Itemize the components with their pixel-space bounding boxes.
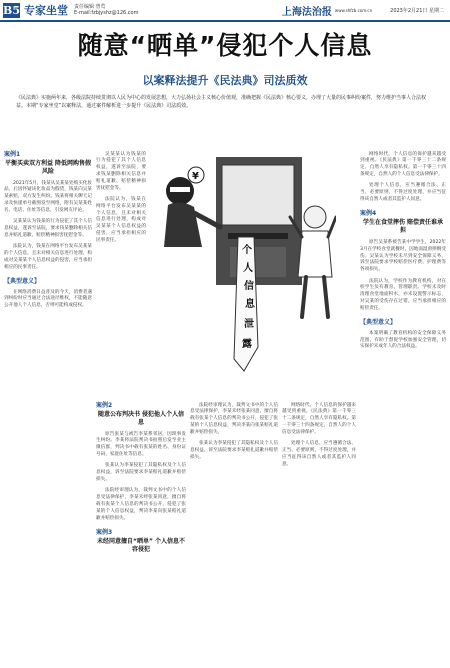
case1-continued: 吴某某认为钱某的行为侵犯了其个人信息权益，遂诉至法院，要求钱某删除相关信息并赔礼道歉、赔偿精神损害抚慰金等。 [96, 151, 146, 191]
receipt-char: 个 [242, 245, 252, 256]
victim-head-icon [304, 206, 326, 228]
editor-name: 责任编辑 曾莺 [74, 4, 106, 10]
case1-paragraph: 2021年5月，钱某从吴某某处购买化妆品，后因怀疑该化妆品为假货，钱某向吴某某索赔，双方发生纠纷。钱某将相关聊天记录及快递单号截图发至网络，附有吴某某姓名、电话、住址等信息，引发网友评论。 [4, 180, 92, 213]
left-column [4, 147, 92, 665]
case3-title: 未经同意擅自“晒单” 个人信息不容侵犯 [97, 537, 185, 553]
case1-continued: 法院认为，钱某在网络平台发布吴某某的个人信息，且未对相关信息进行处理，构成对吴某某个人信息权益的侵害，应当承担相应的民事责任。 [96, 196, 146, 243]
middle-right-column [190, 398, 278, 666]
right-column [360, 147, 446, 666]
commentary-paragraph: 处理个人信息，应当遵循合法、正当、必要原则，不得过度处理，并应当征得该自然人或者其监护人同意。 [360, 183, 446, 202]
case4-review-label: 【典型意义】 [360, 319, 397, 327]
case2-paragraph: 原告张某与被告李某系邻居，因琐事发生纠纷。李某将法院判决书拍照后发至业主微信群，判决书中载有张某的姓名、身份证号码、家庭住址等信息。 [96, 431, 186, 457]
case2-paragraph: 法院经审理认为，裁判文书中的个人信息受法律保护，李某未经张某同意，擅自将载有张某个人信息的判决书公开，侵犯了张某的个人信息权益，判决李某向张某赔礼道歉并赔偿损失。 [190, 402, 278, 435]
case2-title: 随意公布判决书 侵犯他人个人信息 [97, 411, 185, 426]
case1-review-text: 在网络消费日益普及的今天，消费者遇到纠纷时应当通过合法途径维权，不能随意公开他人个人信息，否则可能构成侵权。 [4, 289, 92, 309]
issue-date: 2023年2月21日 星期二 [390, 7, 444, 14]
case4-paragraph: 法院认为，学校作为教育机构，对在校学生负有教育、管理职责。学校未及时清理食堂地面积水，亦未设置警示标志，对吴某的受伤存在过错，应当承担相应的赔偿责任。 [360, 278, 446, 311]
intro-text: 《民法典》实施两年来，各级法院持续贯彻以人民为中心的发展思想，大力弘扬社会主义核心价值观，准确把握《民法典》核心要义，办理了大量的民事纠纷案件，努力维护当事人合法权益。本期“专家坐堂”以案释法，通过案件解析进一步提升《民法典》司法质效。 [16, 95, 427, 109]
editor-email: E-mail:fzbjyshz@126.com [74, 10, 139, 16]
receipt-char: 泄 [244, 319, 254, 330]
case4-title: 学生在食堂摔伤 赔偿责任谁承担 [362, 219, 444, 235]
editor-meta [74, 4, 138, 16]
case2-label: 案例2 [96, 402, 113, 409]
section-badge: B5 [3, 3, 20, 17]
case1-label: 案例1 [4, 151, 21, 158]
money-tag-symbol: ¥ [192, 171, 199, 182]
case4-label: 案例4 [360, 210, 377, 218]
receipt-char: 信 [244, 281, 254, 292]
receipt-char: 息 [245, 299, 255, 310]
page-subheadline: 以案释法提升《民法典》司法质效 [142, 74, 308, 87]
center-right-column [282, 398, 356, 666]
middle-column [96, 398, 186, 666]
case2-paragraph: 张某认为李某侵犯了其隐私权及个人信息权益，诉至法院要求李某赔礼道歉并赔偿损失。 [190, 441, 278, 460]
page-header [0, 0, 450, 22]
commentary-paragraph: 处理个人信息，应当遵循合法、正当、必要原则，不得过度处理，并应当征得该自然人或者其监护人同意。 [282, 441, 356, 467]
case1-paragraph: 法院认为，钱某在网络平台发布吴某某的个人信息，且未对相关信息进行处理，构成对吴某某个人信息权益的侵害，应当承担相应的民事责任。 [4, 244, 92, 270]
receipt-char: 露 [242, 339, 252, 350]
case1-title: 平衡买卖双方利益 降低网购售假风险 [4, 160, 92, 175]
cartoon-illustration [150, 147, 336, 383]
commentary-paragraph: 网络时代，个人信息的保护越来越受到重视。《民法典》第一千零三十二条规定，自然人享有隐私权。第一千零三十四条规定，自然人的个人信息受法律保护。 [360, 151, 446, 177]
left-mid-column [96, 147, 146, 397]
intro-paragraph [16, 94, 434, 110]
paper-name: 上海法治报 [281, 6, 332, 18]
page-headline: 随意“晒单”侵犯个人信息 [77, 31, 373, 60]
case1-paragraph: 吴某某认为钱某的行为侵犯了其个人信息权益，遂诉至法院，要求钱某删除相关信息并赔礼道歉、赔偿精神损害抚慰金等。 [4, 219, 92, 238]
paper-url: www.shfzb.com.cn [334, 7, 373, 13]
case2-paragraph: 张某认为李某侵犯了其隐私权及个人信息权益，诉至法院要求李某赔礼道歉并赔偿损失。 [96, 463, 186, 482]
case1-review-label: 【典型意义】 [4, 277, 41, 285]
case4-paragraph: 原告吴某系被告某中学学生，2022年3月在学校食堂就餐时，因地面湿滑摔倒受伤。吴某认为学校未尽到安全保障义务，诉至法院要求学校赔偿医疗费、护理费等各项损失。 [360, 239, 446, 273]
commentary-paragraph: 网络时代，个人信息的保护越来越受到重视。《民法典》第一千零三十二条规定，自然人享有隐私权。第一千零三十四条规定，自然人的个人信息受法律保护。 [282, 402, 356, 435]
receipt-char: 人 [243, 263, 253, 274]
case3-label: 案例3 [96, 528, 113, 536]
section-title: 专家坐堂 [24, 4, 68, 17]
case4-review-text: 本案明确了教育机构的安全保障义务范围，有助于督促学校加强安全管理，切实保护未成年人的合法权益。 [360, 330, 446, 350]
case2-paragraph: 法院经审理认为，裁判文书中的个人信息受法律保护，李某未经张某同意，擅自将载有张某个人信息的判决书公开，侵犯了张某的个人信息权益，判决李某向张某赔礼道歉并赔偿损失。 [96, 488, 186, 521]
